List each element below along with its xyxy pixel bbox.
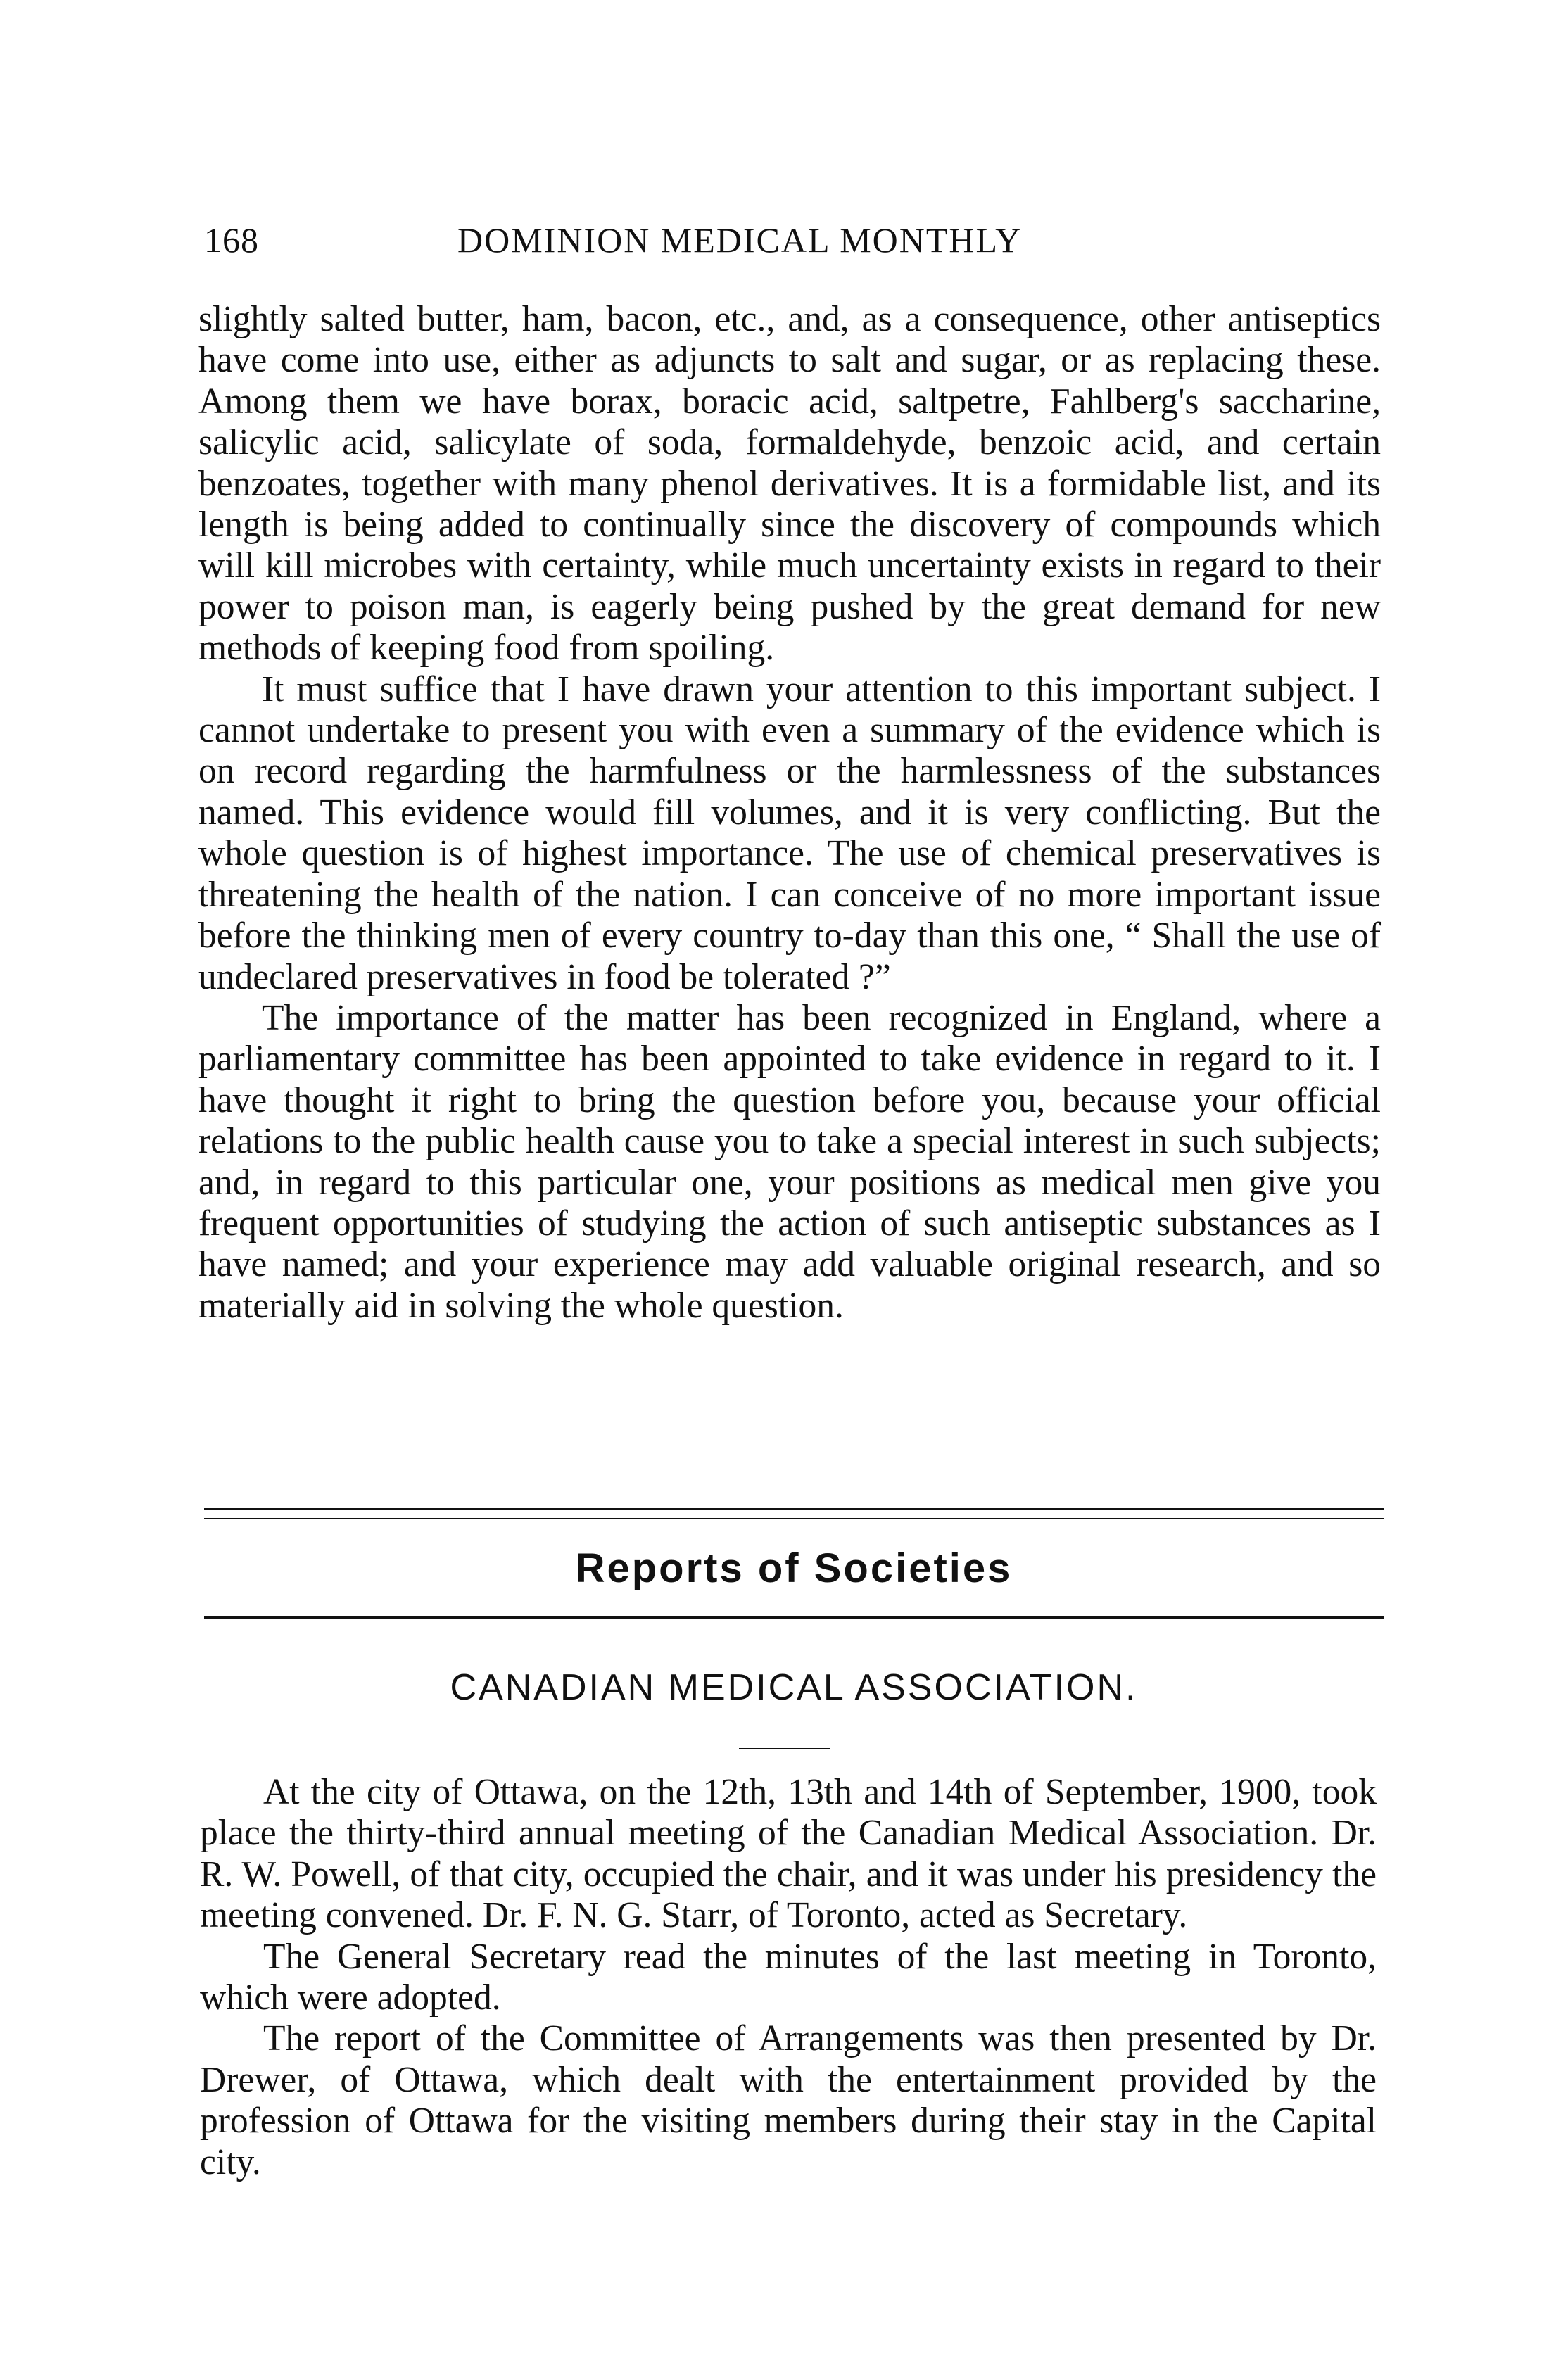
journal-title: DOMINION MEDICAL MONTHLY bbox=[457, 220, 1023, 260]
report-paragraph-1: At the city of Ottawa, on the 12th, 13th and 14th of September, 1900, took place the thirty-third annual meeting of the Canadian Medical Association. Dr. R. W. Powell, of that city, occupied the chair, and it was under his presidency the meeting convened. Dr. F. N. G. Starr, of Toronto, acted as Secretary. bbox=[200, 1772, 1377, 1936]
section-rule-bottom bbox=[204, 1616, 1384, 1619]
society-heading: CANADIAN MEDICAL ASSOCIATION. bbox=[450, 1667, 1138, 1708]
section-rule-top-inner bbox=[204, 1518, 1384, 1519]
article-paragraph-1: slightly salted butter, ham, bacon, etc., and, as a consequence, other antiseptics have come into use, either as adjuncts to salt and sugar, or as replacing these. Among them we have borax, boracic acid, saltpetre, Fahlberg's saccharine, salicylic acid, salicylate of soda, formaldehyde, benzoic acid, and certain benzoates, together with many phenol derivatives. It is a formidable list, and its length is being added to continually since the discovery of compounds which will kill microbes with certainty, while much uncertainty exists in regard to their power to poison man, is eagerly being pushed by the great demand for new methods of keeping food from spoiling. bbox=[198, 299, 1381, 669]
section-title: Reports of Societies bbox=[575, 1545, 1013, 1591]
page-number: 168 bbox=[204, 220, 259, 260]
article-continuation bbox=[198, 299, 1381, 1327]
society-report bbox=[200, 1772, 1377, 2183]
report-paragraph-2: The General Secretary read the minutes of the last meeting in Toronto, which were adopted. bbox=[200, 1936, 1377, 2018]
section-rule-top bbox=[204, 1508, 1384, 1510]
report-paragraph-3: The report of the Committee of Arrangements was then presented by Dr. Drewer, of Ottawa, which dealt with the entertainment provided by the profession of Ottawa for the visiting members during their stay in the Capital city. bbox=[200, 2018, 1377, 2182]
article-paragraph-2: It must suffice that I have drawn your attention to this important subject. I cannot undertake to present you with even a summary of the evidence which is on record regarding the harmfulness or the harmlessness of the substances named. This evidence would fill volumes, and it is very conflicting. But the whole question is of highest importance. The use of chemical preservatives is threatening the health of the nation. I can conceive of no more important issue before the thinking men of every country to-day than this one, “ Shall the use of undeclared preservatives in food be tolerated ?” bbox=[198, 669, 1381, 997]
article-paragraph-3: The importance of the matter has been recognized in England, where a parliamentary committee has been appointed to take evidence in regard to it. I have thought it right to bring the question before you, because your official relations to the public health cause you to take a special interest in such subjects; and, in regard to this particular one, your positions as medical men give you frequent opportunities of studying the action of such antiseptic substances as I have named; and your experience may add valuable original research, and so materially aid in solving the whole question. bbox=[198, 997, 1381, 1326]
heading-divider bbox=[739, 1748, 830, 1749]
running-head bbox=[204, 220, 1372, 269]
